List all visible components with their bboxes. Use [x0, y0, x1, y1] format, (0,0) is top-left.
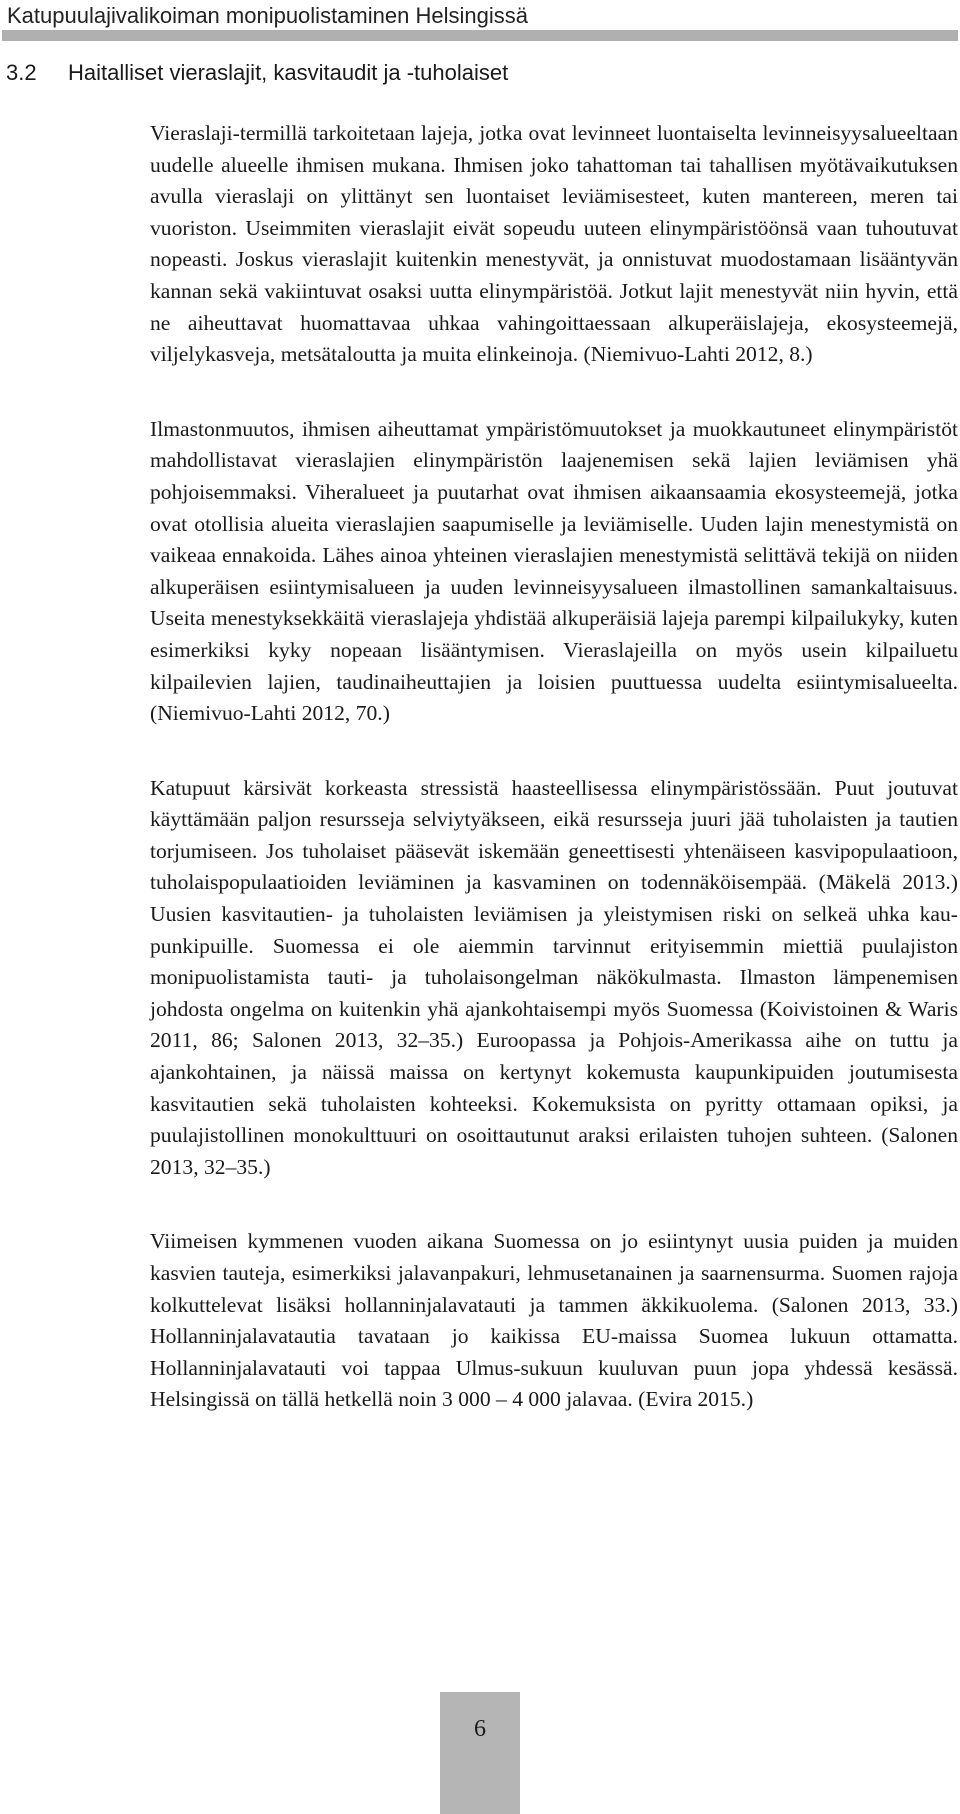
page-number: 6: [474, 1716, 486, 1742]
paragraph-invasive-species-definition: Vieraslaji-termillä tarkoitetaan lajeja, jotka ovat levinneet luontaiselta levinneisyysalueeltaan uudelle alueelle ihmisen mukana. Ihmisen joko tahattoman tai tahallisen myötävaikutuksen avulla vieraslaji on ylittänyt sen luontaiset leviämisesteet, kuten mantereen, meren tai vuoriston. Useimmiten vieraslajit eivät sopeudu uuteen elinympäristöönsä vaan tuhoutuvat nopeasti. Joskus vieraslajit kuitenkin menestyvät, ja onnistuvat muodostamaan lisääntyvän kannan sekä vakiintuvat osaksi uutta elinympäristöä. Jotkut lajit menestyvät niin hyvin, että ne aiheuttavat huomattavaa uhkaa vahingoittaessaan alkuperäislajeja, ekosysteemejä, viljelykasveja, metsätaloutta ja muita elinkeinoja. (Niemivuo-Lahti 2012, 8.): [150, 121, 958, 367]
paragraph-recent-diseases: Viimeisen kymmenen vuoden aikana Suomessa on jo esiintynyt uusia puiden ja muiden kasvien tauteja, esimerkiksi jalavanpakuri, lehmusetanainen ja saarnensurma. Suomen rajoja kolkuttelevat lisäksi hollanninjalavatauti ja tammen äkkikuolema. (Salonen 2013, 33.) Hollanninjalavatautia tavataan jo kaikissa EU-maissa Suomea lukuun ottamatta. Hollanninjalavatauti voi tappaa Ulmus-sukuun kuuluvan puun jopa yhdessä kesässä. Helsingissä on tällä hetkellä noin 3 000 – 4 000 jalavaa. (Evira 2015.): [150, 1229, 958, 1412]
body-text: [150, 118, 958, 1459]
running-header: Katupuulajivalikoiman monipuolistaminen Helsingissä: [7, 3, 528, 28]
page-number-box: [440, 1692, 520, 1814]
header-rule: [2, 30, 958, 41]
section-title: Haitalliset vieraslajit, kasvitaudit ja -tuholaiset: [68, 60, 509, 85]
paragraph-street-tree-stress: Katupuut kärsivät korkeasta stressistä haasteellisessa elinympäristössään. Puut joutuvat käyttämään paljon resursseja selviytyäkseen, eikä resursseja juuri jää tuholaisten ja tautien torjumiseen. Jos tuholaiset pääsevät iskemään geneettisesti yhtenäiseen kasvipopulaatioon, tuholaispopulaatioiden leviäminen ja kasvaminen on todennäköisempää. (Mäkelä 2013.) Uusien kasvitautien- ja tuholaisten leviämisen ja yleistymisen riski on selkeä uhka kaupunkipuille. Suomessa ei ole aiemmin tarvinnut erityisemmin miettiä puulajiston monipuolistamista tauti- ja tuholaisongelman näkökulmasta. Ilmaston lämpenemisen johdosta ongelma on kuitenkin yhä ajankohtaisempi myös Suomessa (Koivistoinen & Waris 2011, 86; Salonen 2013, 32–35.) Euroopassa ja Pohjois-Amerikassa aihe on tuttu ja ajankohtainen, ja näissä maissa on kertynyt kokemusta kaupunkipuiden joutumisesta kasvitautien sekä tuholaisten kohteeksi. Kokemuksista on pyritty ottamaan opiksi, ja puulajistollinen monokulttuuri on osoittautunut araksi erilaisten tuhojen suhteen. (Salonen 2013, 32–35.): [150, 775, 958, 1179]
paragraph-climate-change: Ilmastonmuutos, ihmisen aiheuttamat ympäristömuutokset ja muokkautuneet elinympäristöt mahdollistavat vieraslajien elinympäristön laajenemisen sekä lajien leviämisen yhä pohjoisemmaksi. Viheralueet ja puutarhat ovat ihmisen aikaansaamia ekosysteemejä, jotka ovat otollisia alueita vieraslajien saapumiselle ja leviämiselle. Uuden lajin menestymistä on vaikeaa ennakoida. Lähes ainoa yhteinen vieraslajien menestymistä selittävä tekijä on niiden alkuperäisen esiintymisalueen ja uuden levinneisyysalueen ilmastollinen samankaltaisuus. Useita menestyksekkäitä vieraslajeja yhdistää alkuperäisiä lajeja parempi kilpailukyky, kuten esimerkiksi kyky nopeaan lisääntymisen. Vieraslajeilla on myös usein kilpailuetu kilpailevien lajien, taudinaiheuttajien ja loisien puuttuessa uudelta esiintymisalueelta. (Niemivuo-Lahti 2012, 70.): [150, 416, 958, 726]
section-heading: [6, 58, 508, 88]
section-number: 3.2: [6, 60, 37, 85]
